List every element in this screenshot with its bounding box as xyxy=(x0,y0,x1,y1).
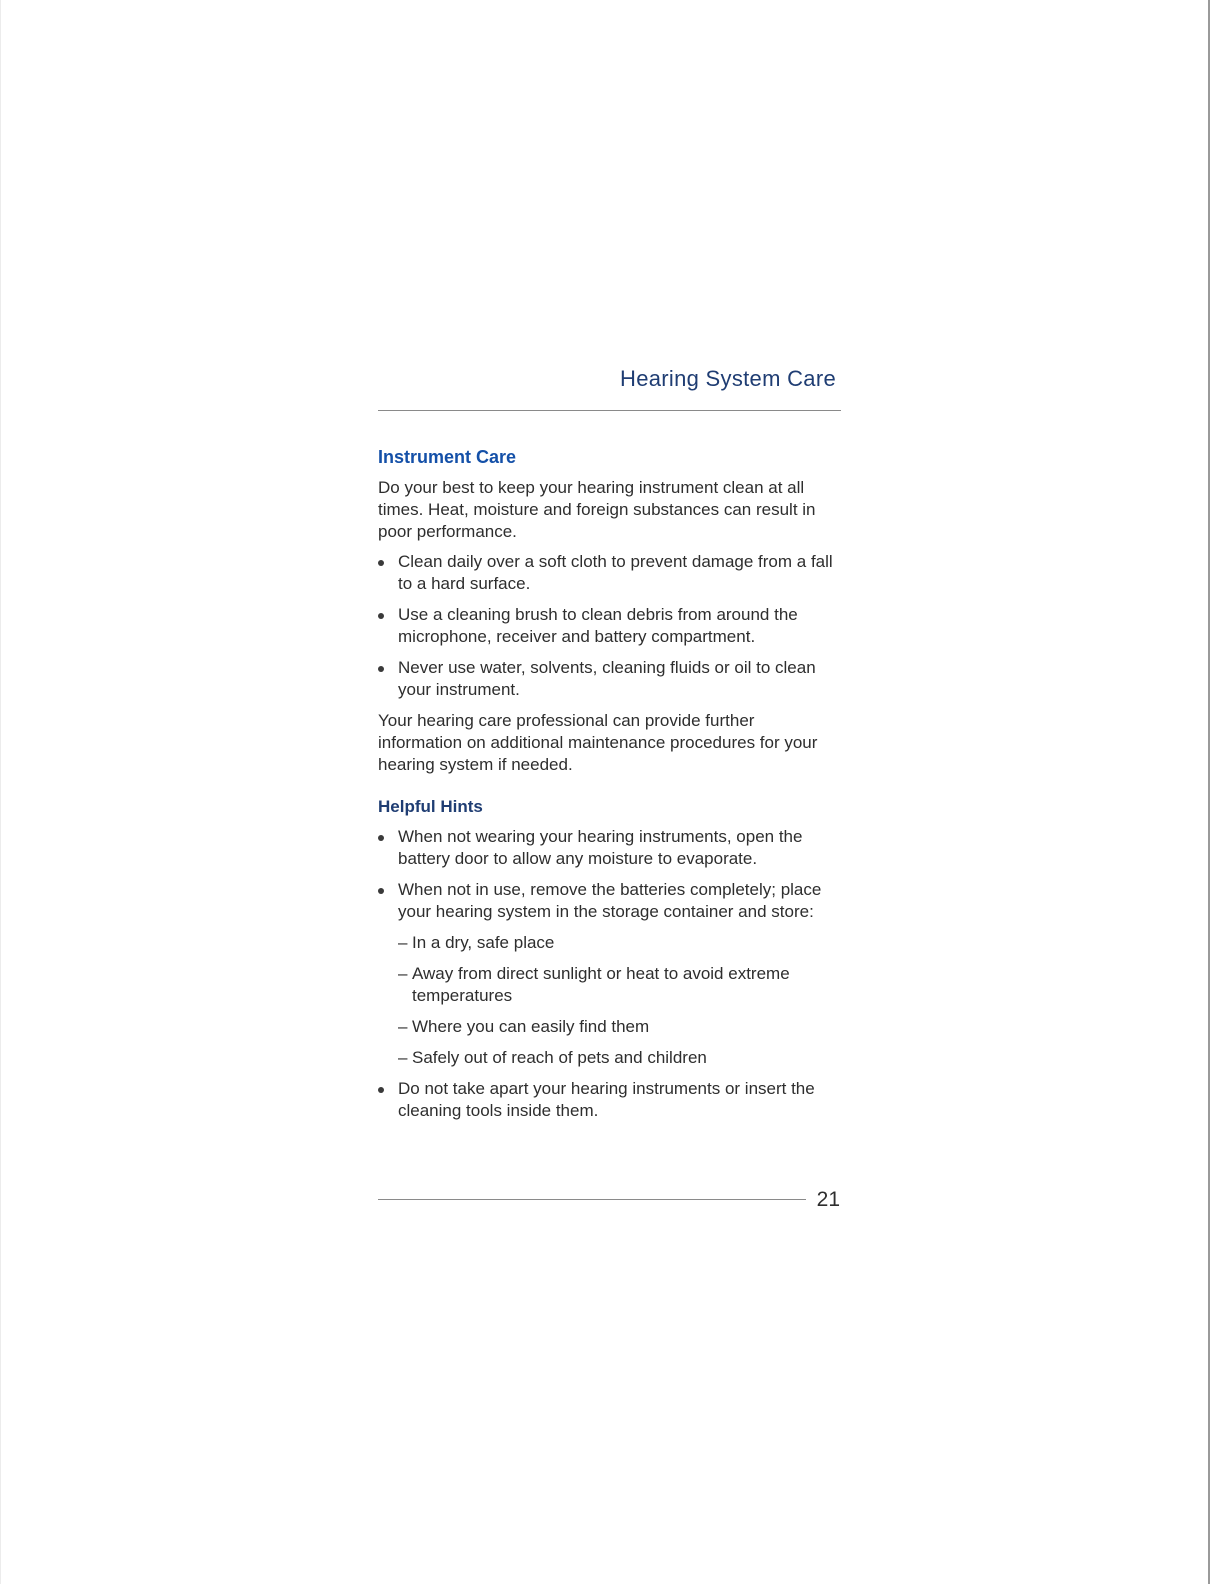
list-item-text: When not wearing your hearing instruments, open the battery door to allow any moisture to evaporate. xyxy=(398,827,803,868)
header-rule xyxy=(378,410,841,411)
dash-icon: – xyxy=(398,933,408,952)
bullet-icon xyxy=(378,666,384,672)
bullet-icon xyxy=(378,1087,384,1093)
section-title-instrument-care: Instrument Care xyxy=(378,447,517,467)
bullet-icon xyxy=(378,888,384,894)
sub-list-item-text: Away from direct sunlight or heat to avoid extreme temperatures xyxy=(412,964,790,1005)
instrument-care-list xyxy=(378,551,842,701)
scan-edge-right xyxy=(1208,0,1210,1584)
bullet-icon xyxy=(378,835,384,841)
list-item xyxy=(378,604,842,648)
page-content xyxy=(378,360,842,1131)
page-number: 21 xyxy=(816,1188,840,1211)
list-item-text: Use a cleaning brush to clean debris from around the microphone, receiver and battery compartment. xyxy=(398,605,798,646)
scan-edge-left xyxy=(0,0,1,1584)
list-item-text: Do not take apart your hearing instruments or insert the cleaning tools inside them. xyxy=(398,1079,815,1120)
list-item xyxy=(378,657,842,701)
helpful-hints-list xyxy=(378,826,842,1122)
dash-icon: – xyxy=(398,964,408,983)
intro-paragraph: Do your best to keep your hearing instrument clean at all times. Heat, moisture and foreign substances can result in poor performance. xyxy=(378,478,816,541)
list-item-text: Clean daily over a soft cloth to prevent damage from a fall to a hard surface. xyxy=(398,552,833,593)
closing-paragraph: Your hearing care professional can provide further information on additional maintenance procedures for your hearing system if needed. xyxy=(378,711,818,774)
sub-list-item-text: In a dry, safe place xyxy=(412,933,555,952)
list-item-text: Never use water, solvents, cleaning fluids or oil to clean your instrument. xyxy=(398,658,816,699)
list-item xyxy=(378,551,842,595)
storage-sub-list xyxy=(398,932,842,1069)
sub-list-item xyxy=(398,1047,842,1069)
bullet-icon xyxy=(378,560,384,566)
dash-icon: – xyxy=(398,1017,408,1036)
list-item xyxy=(378,879,842,1069)
section-title-helpful-hints: Helpful Hints xyxy=(378,797,483,816)
sub-list-item-text: Safely out of reach of pets and children xyxy=(412,1048,707,1067)
bullet-icon xyxy=(378,613,384,619)
sub-list-item xyxy=(398,932,842,954)
list-item xyxy=(378,1078,842,1122)
footer-rule xyxy=(378,1199,806,1200)
running-header: Hearing System Care xyxy=(620,366,836,391)
dash-icon: – xyxy=(398,1048,408,1067)
sub-list-item xyxy=(398,963,842,1007)
sub-list-item-text: Where you can easily find them xyxy=(412,1017,650,1036)
sub-list-item xyxy=(398,1016,842,1038)
list-item xyxy=(378,826,842,870)
page-footer xyxy=(378,1186,842,1214)
list-item-text: When not in use, remove the batteries completely; place your hearing system in the storage container and store: xyxy=(398,880,822,921)
